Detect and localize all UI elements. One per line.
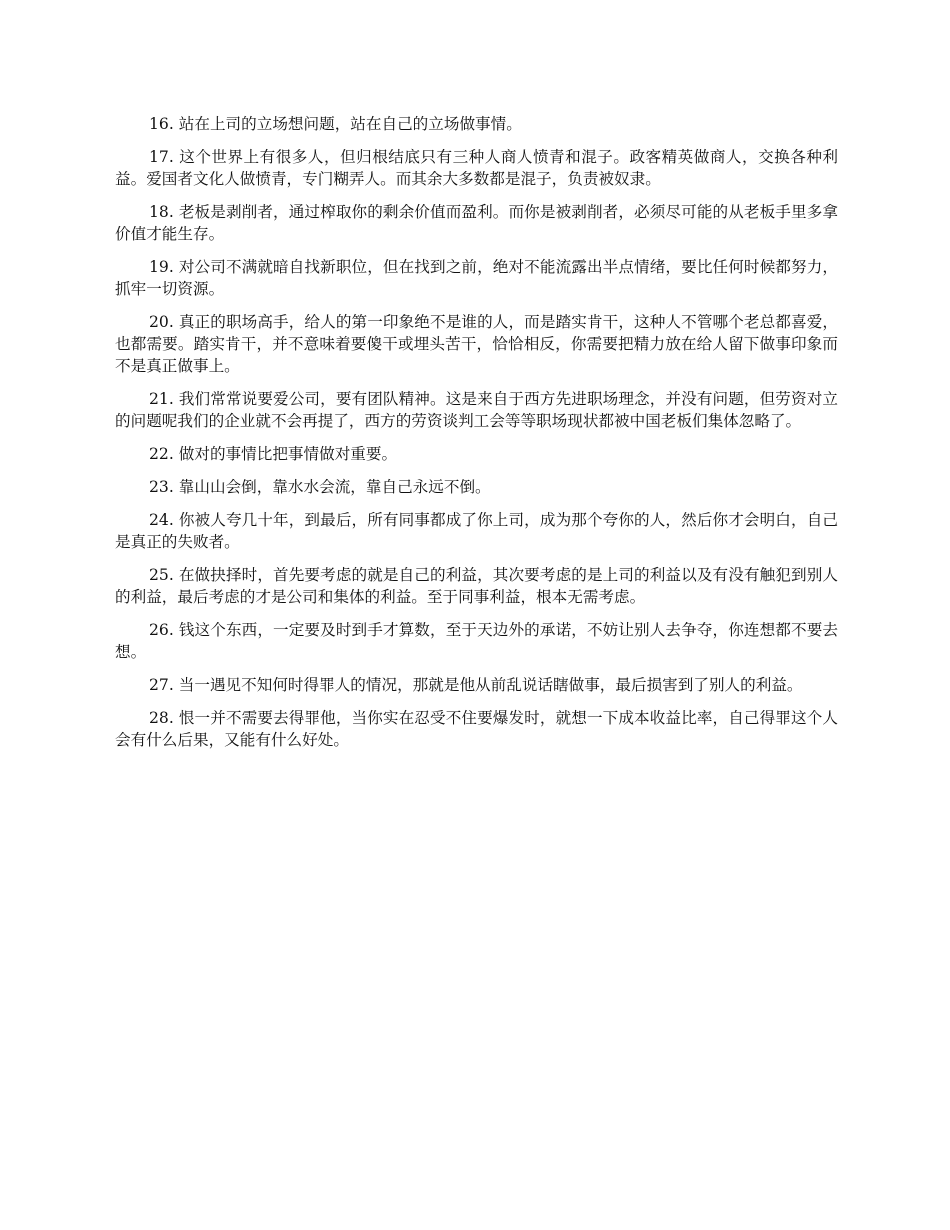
paragraph-20: 20. 真正的职场高手，给人的第一印象绝不是谁的人，而是踏实肯干，这种人不管哪个老总都喜爱，也都需要。踏实肯干，并不意味着要傻干或埋头苦干，恰恰相反，你需要把精力放在给人留下做事印象而不是真正做事上。 <box>115 313 838 375</box>
paragraph-24: 24. 你被人夸几十年，到最后，所有同事都成了你上司，成为那个夸你的人，然后你才会明白，自己是真正的失败者。 <box>115 511 838 551</box>
paragraph-28: 28. 恨一并不需要去得罪他，当你实在忍受不住要爆发时，就想一下成本收益比率，自己得罪这个人会有什么后果，又能有什么好处。 <box>115 709 838 749</box>
paragraph-23: 23. 靠山山会倒，靠水水会流，靠自己永远不倒。 <box>149 478 491 496</box>
paragraph-19: 19. 对公司不满就暗自找新职位，但在找到之前，绝对不能流露出半点情绪，要比任何时候都努力，抓牢一切资源。 <box>115 258 838 298</box>
paragraph-27: 27. 当一遇见不知何时得罪人的情况，那就是他从前乱说话瞎做事，最后损害到了别人的利益。 <box>149 676 803 694</box>
paragraph-21: 21. 我们常常说要爱公司，要有团队精神。这是来自于西方先进职场理念，并没有问题，但劳资对立的问题呢我们的企业就不会再提了，西方的劳资谈判工会等等职场现状都被中国老板们集体忽略了。 <box>115 390 838 430</box>
paragraph-22: 22. 做对的事情比把事情做对重要。 <box>149 445 398 463</box>
paragraph-26: 26. 钱这个东西，一定要及时到手才算数，至于天边外的承诺，不妨让别人去争夺，你连想都不要去想。 <box>115 621 838 661</box>
paragraph-18: 18. 老板是剥削者，通过榨取你的剩余价值而盈利。而你是被剥削者，必须尽可能的从老板手里多拿价值才能生存。 <box>115 203 838 243</box>
paragraph-25: 25. 在做抉择时，首先要考虑的就是自己的利益，其次要考虑的是上司的利益以及有没有触犯到别人的利益，最后考虑的才是公司和集体的利益。至于同事利益，根本无需考虑。 <box>115 566 838 606</box>
paragraph-16: 16. 站在上司的立场想问题，站在自己的立场做事情。 <box>149 115 522 133</box>
paragraph-17: 17. 这个世界上有很多人，但归根结底只有三种人商人愤青和混子。政客精英做商人，交换各种利益。爱国者文化人做愤青，专门糊弄人。而其余大多数都是混子，负责被奴隶。 <box>115 148 838 188</box>
